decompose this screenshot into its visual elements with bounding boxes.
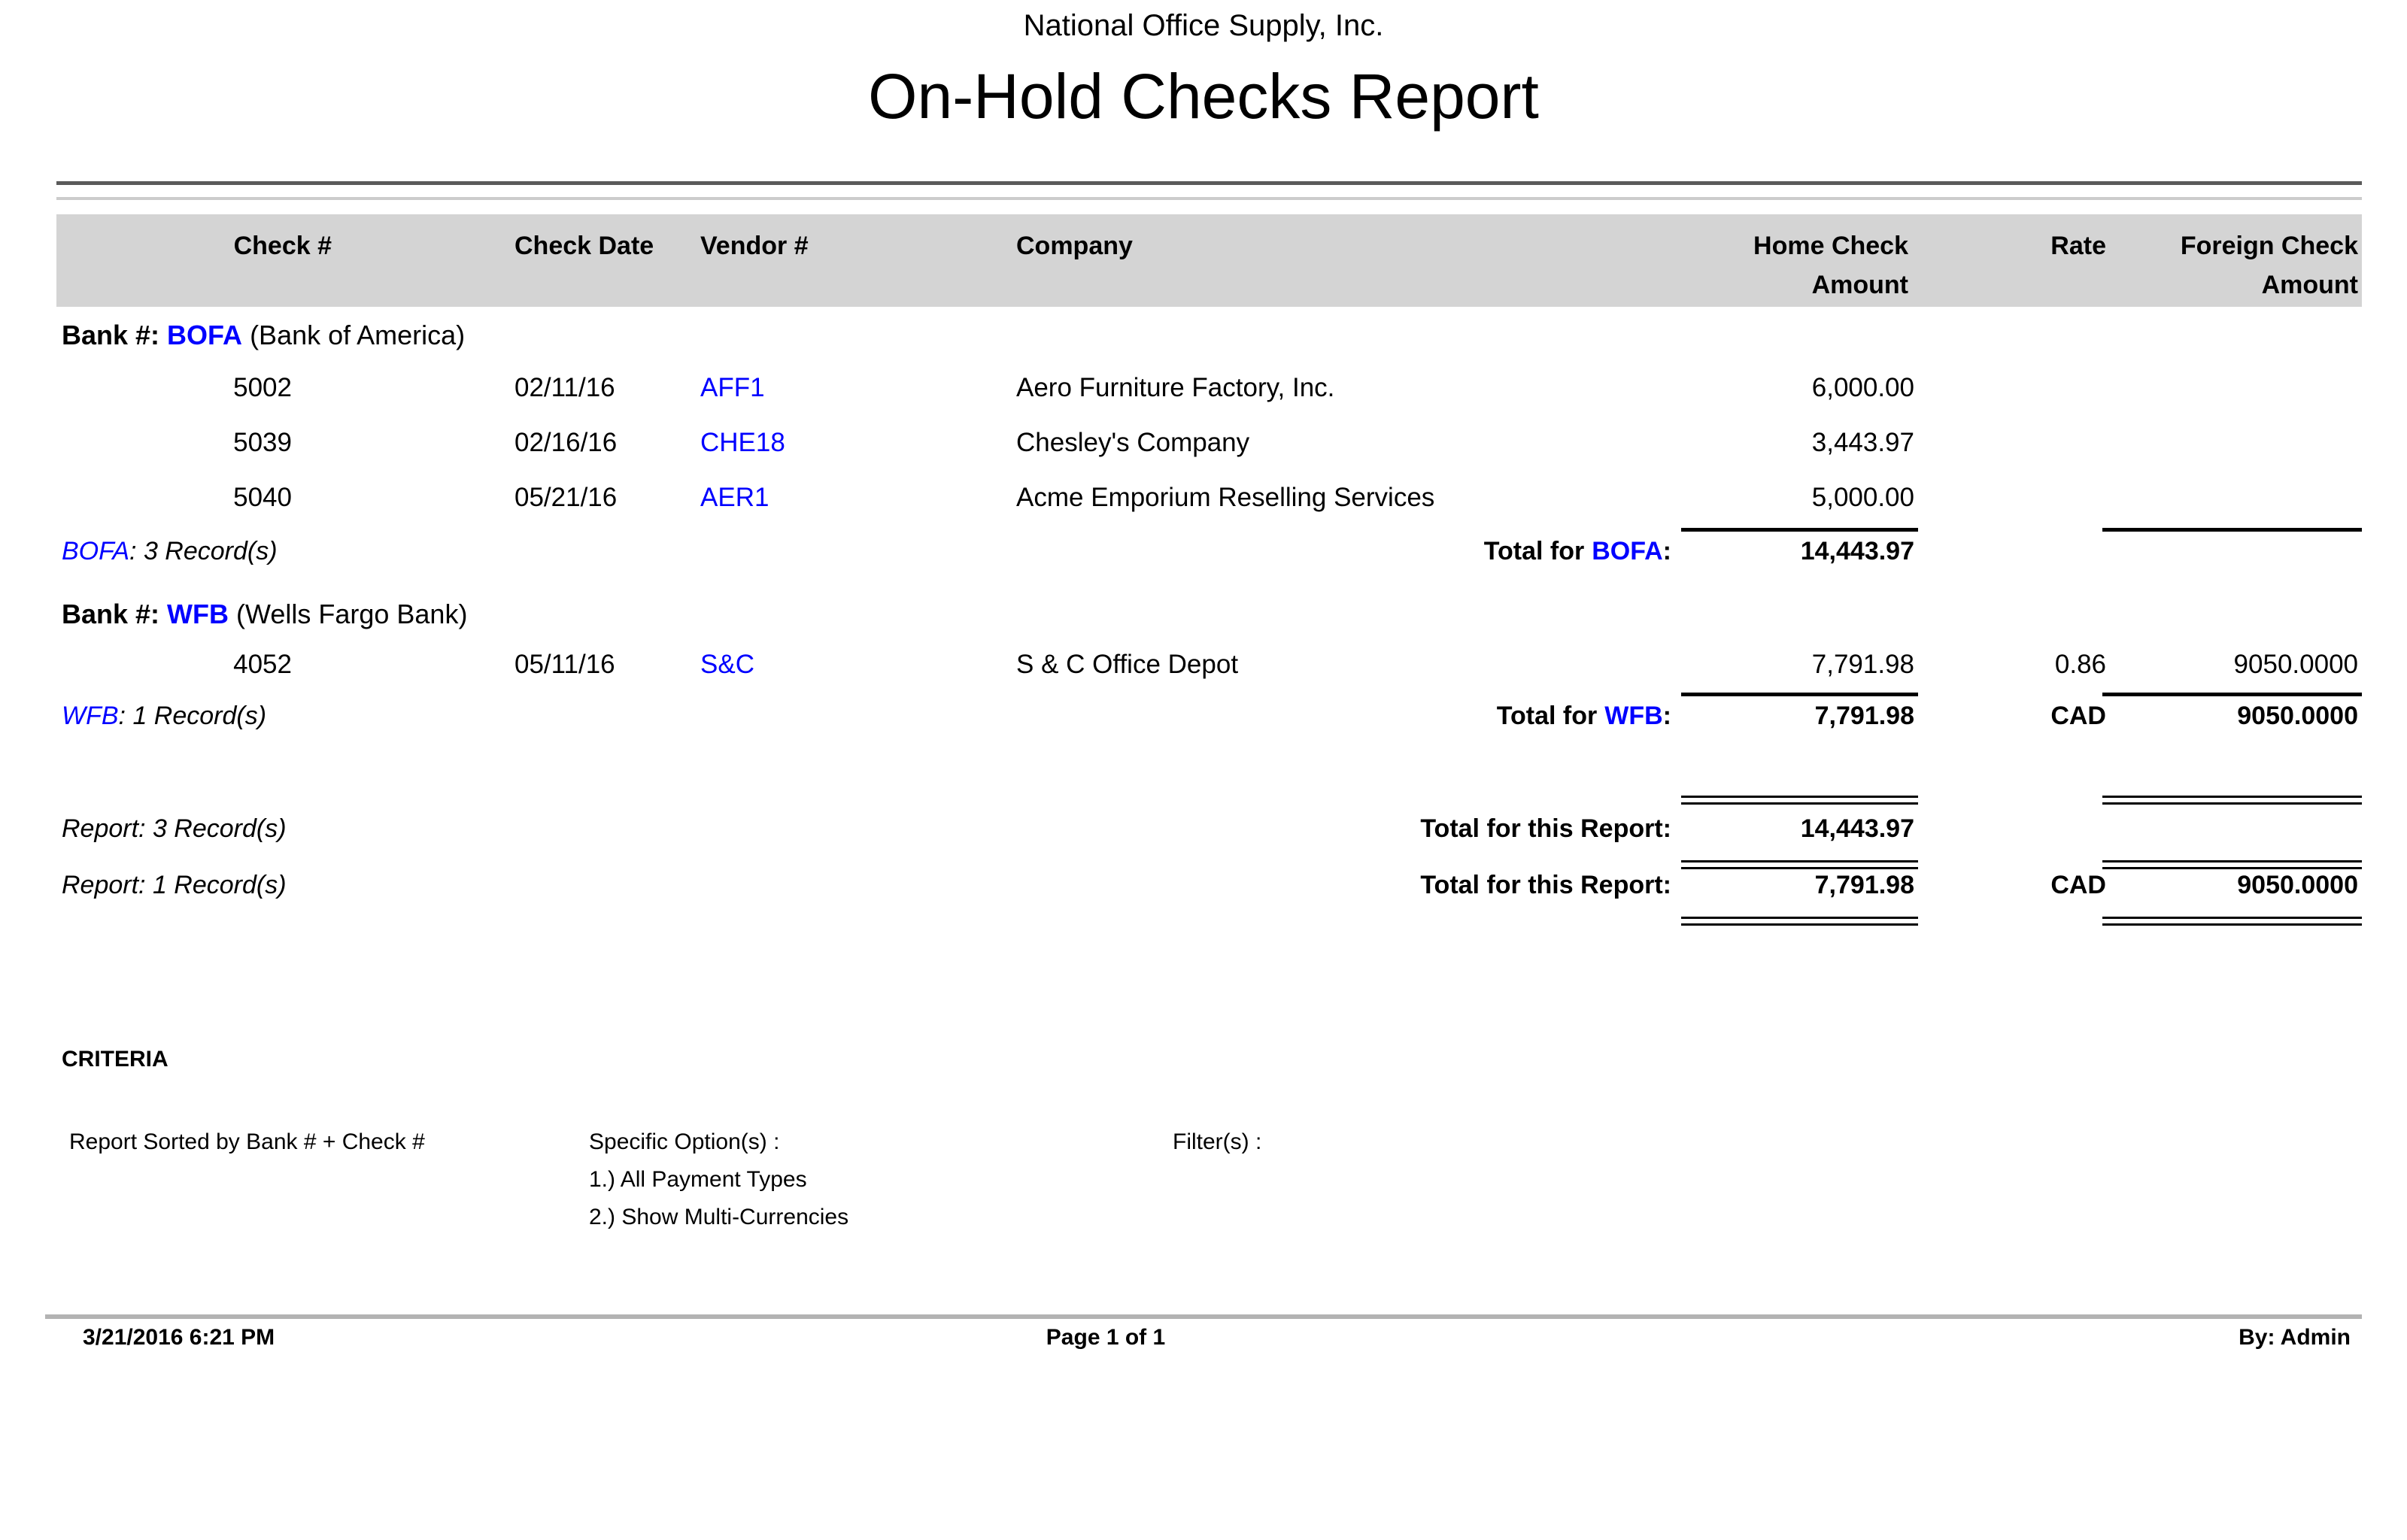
report-total-rule-home-bottom: [1681, 917, 1918, 926]
home-amount-cell: 6,000.00: [1811, 373, 1914, 402]
col-header-check-date: Check Date: [514, 232, 654, 260]
bofa-total-rule-foreign: [2102, 528, 2362, 532]
table-header-row: [56, 214, 2362, 307]
bank-code-link[interactable]: BOFA: [167, 320, 243, 350]
col-header-foreign-check-amount: [2087, 226, 2358, 305]
check-number: 5002: [233, 373, 292, 402]
home-amount-cell: 3,443.97: [1811, 428, 1914, 457]
bank-label: Bank #:: [62, 320, 160, 350]
rate-cell: 0.86: [2054, 650, 2106, 679]
report-record-count: Report: 3 Record(s): [62, 814, 287, 843]
vendor-code-link[interactable]: AER1: [700, 483, 769, 512]
bank-code-link[interactable]: WFB: [167, 599, 229, 629]
report-record-count: Report: 1 Record(s): [62, 871, 287, 899]
vendor-code-link[interactable]: S&C: [700, 650, 754, 679]
company-cell: Aero Furniture Factory, Inc.: [1016, 373, 1335, 402]
vendor-code-link[interactable]: CHE18: [700, 428, 785, 457]
bofa-total-label: [1220, 537, 1671, 566]
company-name: National Office Supply, Inc.: [1023, 9, 1384, 42]
report-total-label: Total for this Report:: [1420, 871, 1671, 899]
bofa-record-count: [62, 537, 278, 566]
col-header-vendor-no: Vendor #: [700, 232, 809, 260]
bank-code: BOFA: [1592, 537, 1663, 565]
bank-code: WFB: [62, 702, 119, 730]
title-divider-dark: [56, 181, 2362, 185]
check-date: 05/21/16: [514, 483, 618, 512]
criteria-filters-label: Filter(s) :: [1173, 1129, 1262, 1154]
wfb-total-currency: CAD: [2050, 702, 2106, 730]
footer-timestamp: 3/21/2016 6:21 PM: [83, 1325, 275, 1350]
foreign-amount-cell: 9050.0000: [2233, 650, 2358, 679]
colon: :: [1662, 537, 1671, 565]
page-title: On-Hold Checks Report: [868, 61, 1539, 132]
record-count-text: : 3 Record(s): [129, 537, 278, 565]
wfb-total-label: [1220, 702, 1671, 731]
check-number: 5039: [233, 428, 292, 457]
total-for-text: Total for: [1496, 702, 1598, 730]
col-header-company: Company: [1016, 232, 1133, 260]
bank-name: (Bank of America): [250, 320, 466, 350]
check-number: 5040: [233, 483, 292, 512]
bank-name: (Wells Fargo Bank): [236, 599, 468, 629]
report-total-rule-foreign-top: [2102, 796, 2362, 805]
report-total-home-amount: 7,791.98: [1814, 871, 1914, 899]
bofa-total-rule-home: [1681, 528, 1918, 532]
col-header-home-check-amount-line2: Amount: [1811, 271, 1908, 299]
criteria-option-1: 1.) All Payment Types: [589, 1167, 807, 1192]
vendor-code-link[interactable]: AFF1: [700, 373, 765, 402]
wfb-total-home-amount: 7,791.98: [1814, 702, 1914, 730]
bofa-total-home-amount: 14,443.97: [1800, 537, 1914, 565]
check-date: 02/16/16: [514, 428, 618, 457]
bank-label: Bank #:: [62, 599, 160, 629]
report-total-foreign-amount: 9050.0000: [2237, 871, 2358, 899]
total-for-text: Total for: [1483, 537, 1585, 565]
criteria-option-2: 2.) Show Multi-Currencies: [589, 1205, 849, 1229]
criteria-heading: CRITERIA: [62, 1047, 168, 1072]
check-date: 05/11/16: [514, 650, 615, 679]
wfb-record-count: [62, 702, 266, 731]
report-total-rule-foreign-mid: [2102, 860, 2362, 869]
footer-page-number: Page 1 of 1: [1046, 1325, 1166, 1350]
wfb-total-foreign-amount: 9050.0000: [2237, 702, 2358, 730]
wfb-total-rule-home: [1681, 693, 1918, 696]
bank-code: BOFA: [62, 537, 130, 565]
bank-group-header-wfb: [62, 599, 467, 630]
col-header-home-check-amount: [1636, 226, 1908, 305]
criteria-options-label: Specific Option(s) :: [589, 1129, 780, 1154]
col-header-home-check-amount-line1: Home Check: [1753, 232, 1908, 260]
report-total-rule-home-top: [1681, 796, 1918, 805]
footer-run-by: By: Admin: [2239, 1325, 2351, 1350]
company-cell: Chesley's Company: [1016, 428, 1250, 457]
title-divider-light: [56, 197, 2362, 200]
company-cell: Acme Emporium Reselling Services: [1016, 483, 1435, 512]
report-total-rule-home-mid: [1681, 860, 1918, 869]
home-amount-cell: 7,791.98: [1811, 650, 1914, 679]
report-total-label: Total for this Report:: [1420, 814, 1671, 843]
record-count-text: : 1 Record(s): [118, 702, 267, 730]
footer-divider: [45, 1314, 2362, 1319]
company-cell: S & C Office Depot: [1016, 650, 1239, 679]
colon: :: [1662, 702, 1671, 730]
col-header-rate: Rate: [2050, 232, 2106, 260]
report-total-rule-foreign-bottom: [2102, 917, 2362, 926]
col-header-foreign-check-amount-line2: Amount: [2261, 271, 2358, 299]
col-header-foreign-check-amount-line1: Foreign Check: [2180, 232, 2358, 260]
home-amount-cell: 5,000.00: [1811, 483, 1914, 512]
bank-code: WFB: [1604, 702, 1663, 730]
report-total-currency: CAD: [2050, 871, 2106, 899]
wfb-total-rule-foreign: [2102, 693, 2362, 696]
check-number: 4052: [233, 650, 292, 679]
criteria-sorted-by: Report Sorted by Bank # + Check #: [69, 1129, 425, 1154]
col-header-check-no: Check #: [233, 232, 332, 260]
bank-group-header-bofa: [62, 320, 465, 351]
report-total-home-amount: 14,443.97: [1800, 814, 1914, 843]
check-date: 02/11/16: [514, 373, 615, 402]
